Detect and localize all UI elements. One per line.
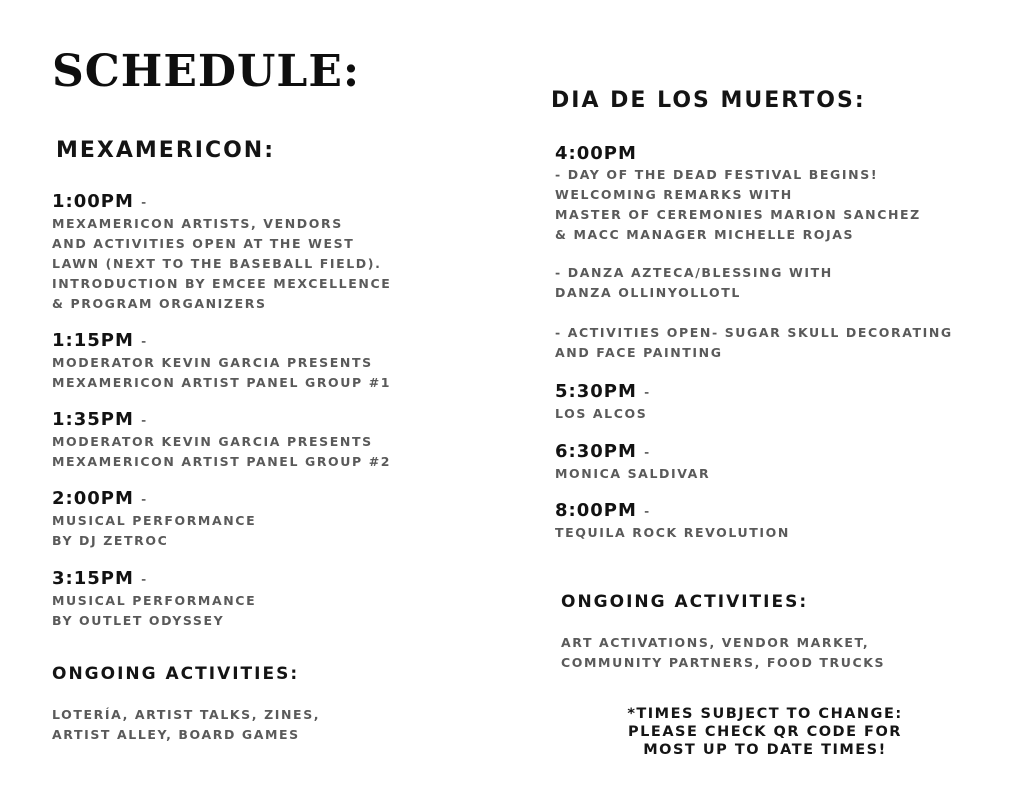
schedule-entry [555,143,921,245]
schedule-entry [52,191,391,314]
event-description: MONICA SALDIVAR [555,466,711,481]
event-time: 4:00PM [555,143,637,164]
event-description: MODERATOR KEVIN GARCIA PRESENTS MEXAMERICON ARTIST PANEL GROUP #1 [52,355,392,390]
ongoing-activities-heading: ONGOING ACTIVITIES: [52,664,300,684]
event-time: 6:30PM - [555,441,651,462]
schedule-entry [555,441,710,484]
schedule-entry [52,488,256,551]
event-description: TEQUILA ROCK REVOLUTION [555,525,790,540]
dia-de-los-muertos-heading: DIA DE LOS MUERTOS: [551,88,866,113]
schedule-entry [52,409,391,472]
event-time: 3:15PM - [52,568,148,589]
event-description: LOS ALCOS [555,406,648,421]
event-time: 5:30PM - [555,381,651,402]
ongoing-activities-text: ART ACTIVATIONS, VENDOR MARKET, COMMUNITY PARTNERS, FOOD TRUCKS [561,635,886,670]
event-description: MUSICAL PERFORMANCE BY OUTLET ODYSSEY [52,593,257,628]
times-subject-to-change-note: *TIMES SUBJECT TO CHANGE: PLEASE CHECK QR CODE FOR MOST UP TO DATE TIMES! [627,706,903,758]
event-description: - DANZA AZTECA/BLESSING WITH DANZA OLLINYOLLOTL [555,265,833,300]
event-description: MODERATOR KEVIN GARCIA PRESENTS MEXAMERICON ARTIST PANEL GROUP #2 [52,434,392,469]
schedule-entry [52,568,256,631]
schedule-entry [555,381,650,424]
ongoing-activities-text: LOTERÍA, ARTIST TALKS, ZINES, ARTIST ALLEY, BOARD GAMES [52,707,321,742]
schedule-entry [52,330,391,393]
event-time: 8:00PM - [555,500,651,521]
event-description: MEXAMERICON ARTISTS, VENDORS AND ACTIVITIES OPEN AT THE WEST LAWN (NEXT TO THE BASEBALL FIELD). INTRODUCTION BY EMCEE MEXCELLENCE & PROGRAM ORGANIZERS [52,216,392,311]
event-description: - ACTIVITIES OPEN- SUGAR SKULL DECORATING AND FACE PAINTING [555,325,953,360]
event-time: 1:15PM - [52,330,148,351]
event-description: MUSICAL PERFORMANCE BY DJ ZETROC [52,513,257,548]
ongoing-activities-heading: ONGOING ACTIVITIES: [561,592,809,612]
event-time: 1:35PM - [52,409,148,430]
page-title: SCHEDULE: [52,46,361,97]
mexamericon-heading: MEXAMERICON: [56,138,276,163]
event-time: 1:00PM - [52,191,148,212]
schedule-entry [555,500,790,543]
event-time: 2:00PM - [52,488,148,509]
event-description: - DAY OF THE DEAD FESTIVAL BEGINS! WELCOMING REMARKS WITH MASTER OF CEREMONIES MARION SANCHEZ & MACC MANAGER MICHELLE ROJAS [555,167,921,242]
